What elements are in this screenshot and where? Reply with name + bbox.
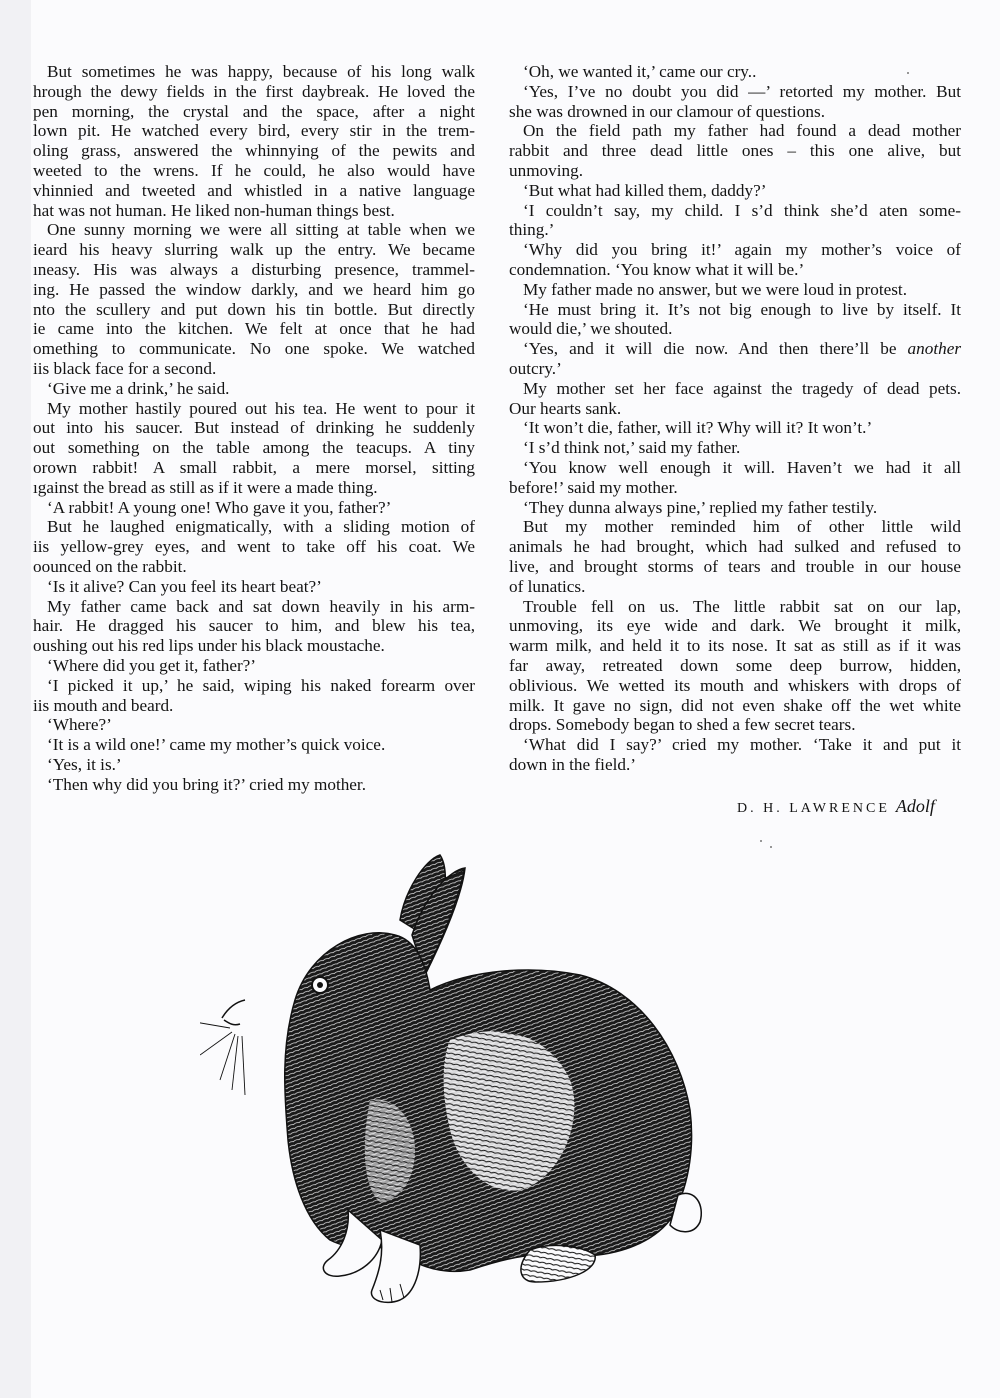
text-line [33,82,475,102]
text-line [33,557,475,577]
text-line [509,696,961,716]
text-line [33,161,475,181]
text-line [33,735,475,755]
line-text: ‘Then why did you bring it?’ cried my mother. [47,774,367,794]
text-line [33,616,475,636]
line-text: ‘Why did you bring it!’ again my mother’s voice of [523,240,961,260]
line-text: But sometimes he was happy, because of his long walk [47,62,475,81]
line-text: rabbit and three dead little ones – this one alive, but [509,141,961,161]
text-line [509,240,961,260]
line-text: My mother hastily poured out his tea. He went to pour it [47,398,475,418]
text-line [33,715,475,735]
line-text: But my mother reminded him of other little wild [523,517,961,537]
text-line [509,636,961,656]
text-line [33,141,475,161]
line-text: out into his saucer. But instead of drinking he suddenly [33,418,475,438]
line-text: outcry.’ [509,358,562,378]
line-text: ‘Where?’ [47,715,112,735]
text-line [33,755,475,775]
line-text: nto the scullery and put down his tin bottle. But directly [33,299,475,319]
text-line [33,121,475,141]
line-text: out something on the table among the teacups. A tiny [33,438,475,458]
line-text: drops. Somebody began to shed a few secret tears. [509,715,856,735]
text-line [509,399,961,419]
line-text: of lunatics. [509,576,586,596]
line-text: ‘Give me a drink,’ he said. [47,378,230,398]
text-line [33,438,475,458]
line-text: ie came into the kitchen. We felt at once that he had [33,319,475,339]
line-text: oounced on the rabbit. [33,556,187,576]
line-text: Our hearts sank. [509,398,622,418]
text-line [509,161,961,181]
line-text: ‘Oh, we wanted it,’ came our cry.. [523,62,757,81]
line-text: Trouble fell on us. The little rabbit sat on our lap, [523,596,961,616]
text-line [509,319,961,339]
line-text: vhinnied and tweeted and whistled in a native language [33,180,475,200]
text-line [509,121,961,141]
text-column-left [33,62,475,794]
line-text: My mother set her face against the tragedy of dead pets. [523,378,961,398]
text-line [33,300,475,320]
print-speck [760,840,762,842]
text-line [33,517,475,537]
text-line [33,379,475,399]
page-edge-shadow [0,0,31,1398]
text-line [509,755,961,775]
text-line [509,201,961,221]
text-line [509,498,961,518]
emphasis-text: another [907,339,962,359]
line-text: One sunny morning we were all sitting at table when we [47,220,475,240]
text-line [33,62,475,82]
line-text: pen morning, the crystal and the space, after a night [33,101,475,121]
line-text: warm milk, and held it to its nose. It sat as still as if it was [509,636,961,656]
text-line [509,102,961,122]
line-text: ‘A rabbit! A young one! Who gave it you, father?’ [47,497,392,517]
line-text: ‘But what had killed them, daddy?’ [523,180,767,200]
text-line [509,141,961,161]
line-text: before!’ said my mother. [509,477,678,497]
text-line [509,260,961,280]
line-text: iis black face for a second. [33,358,217,378]
line-text: But he laughed enigmatically, with a sliding motion of [47,517,475,537]
line-text: oushing out his red lips under his black moustache. [33,636,385,656]
text-line [33,676,475,696]
text-line [33,597,475,617]
line-text: iis yellow-grey eyes, and went to take off his coat. We [33,537,475,557]
line-text: ing. He passed the window darkly, and we heard him go [33,279,475,299]
text-line [509,339,961,359]
line-text: ‘What did I say?’ cried my mother. ‘Take it and put it [523,735,961,755]
text-line [509,715,961,735]
text-line [33,537,475,557]
line-text: unmoving, its eye wide and dark. We brought it milk, [509,616,961,636]
text-line [509,181,961,201]
author-name: D. H. LAWRENCE [737,801,890,816]
text-line [33,102,475,122]
line-text: ieard his heavy slurring walk up the entry. We became [33,240,475,260]
line-text: ‘It is a wild one!’ came my mother’s quick voice. [47,735,386,755]
line-text: omething to communicate. No one spoke. We watched [33,339,475,359]
line-text: thing.’ [509,220,555,240]
text-line [509,300,961,320]
line-text: ıneasy. His was always a disturbing presence, trammel- [33,259,475,279]
line-text: far away, retreated down some deep burrow, hidden, [509,655,961,675]
line-text: My father came back and sat down heavily in his arm- [47,596,475,616]
text-line [509,418,961,438]
line-text: would die,’ we shouted. [509,319,673,339]
print-speck [770,846,772,848]
line-text: iis mouth and beard. [33,695,174,715]
line-text: live, and brought storms of tears and trouble in our house [509,556,961,576]
text-line [33,498,475,518]
text-line [33,260,475,280]
text-line [509,557,961,577]
text-line [33,181,475,201]
text-line [509,517,961,537]
text-line [33,240,475,260]
text-line [509,220,961,240]
text-line [33,418,475,438]
line-text: ‘Yes, I’ve no doubt you did —’ retorted my mother. But [523,81,961,101]
line-text: milk. It gave no sign, did not even shake off the wet white [509,695,961,715]
line-text: ‘Yes, it is.’ [47,754,122,774]
line-text: animals he had brought, which had sulked and refused to [509,537,961,557]
line-text: On the field path my father had found a dead mother [523,121,961,141]
line-text: condemnation. ‘You know what it will be.’ [509,259,805,279]
text-line [509,735,961,755]
line-text: hair. He dragged his saucer to him, and blew his tea, [33,616,475,636]
text-line [509,656,961,676]
text-line [33,458,475,478]
text-line [33,280,475,300]
text-line [33,577,475,597]
line-text: ‘It won’t die, father, will it? Why will it? It won’t.’ [523,418,873,438]
text-line [33,636,475,656]
text-line [33,399,475,419]
line-text: ‘Yes, and it will die now. And then there’ll be [523,339,897,359]
line-text: ‘Where did you get it, father?’ [47,655,257,675]
text-line [509,62,961,82]
text-line [33,359,475,379]
print-speck [907,72,909,74]
line-text: oling grass, answered the whinnying of the pewits and [33,141,475,161]
line-text: she was drowned in our clamour of questions. [509,101,825,121]
line-text: ‘I couldn’t say, my child. I s’d think she’d aten some- [523,200,961,220]
line-text: ‘Is it alive? Can you feel its heart beat?’ [47,576,322,596]
rabbit-illustration [200,850,800,1320]
text-line [509,359,961,379]
line-text: ‘I picked it up,’ he said, wiping his naked forearm over [47,675,475,695]
text-line [509,379,961,399]
line-text: ‘You know well enough it will. Haven’t we had it all [523,457,961,477]
text-line [33,775,475,795]
text-line [33,220,475,240]
line-text: lown pit. He watched every bird, every stir in the trem- [33,121,475,141]
text-line [509,458,961,478]
line-text: ‘They dunna always pine,’ replied my father testily. [523,497,878,517]
text-line [509,478,961,498]
line-text: down in the field.’ [509,754,636,774]
line-text: weeted to the wrens. If he could, he also would have [33,160,475,180]
line-text: hat was not human. He liked non-human things best. [33,200,395,220]
text-line [509,676,961,696]
text-line [33,478,475,498]
line-text: My father made no answer, but we were loud in protest. [523,279,908,299]
line-text: orown rabbit! A small rabbit, a mere morsel, sitting [33,457,475,477]
text-line [509,597,961,617]
line-text: hrough the dewy fields in the first daybreak. He loved the [33,81,475,101]
text-line [509,82,961,102]
text-line [509,438,961,458]
text-line [33,696,475,716]
line-text: ıgainst the bread as still as if it were a made thing. [33,477,378,497]
line-text: ‘I s’d think not,’ said my father. [523,438,741,458]
work-title: Adolf [895,796,935,816]
rabbit-hind-foot [521,1245,595,1282]
text-line [509,577,961,597]
text-line [509,537,961,557]
text-column-right [509,62,961,775]
text-line [33,656,475,676]
rabbit-whiskers [200,1022,245,1095]
text-line [33,319,475,339]
text-line [33,339,475,359]
text-line [509,280,961,300]
line-text: unmoving. [509,160,584,180]
line-text: oblivious. We wetted its mouth and whiskers with drops of [509,675,961,695]
line-text: ‘He must bring it. It’s not big enough to live by itself. It [523,299,961,319]
text-line [509,616,961,636]
text-line [33,201,475,221]
attribution [737,796,935,817]
